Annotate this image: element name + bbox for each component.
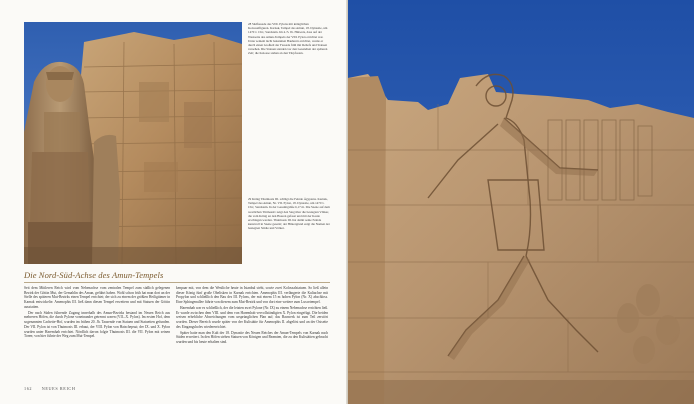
body-column-1 [24, 286, 170, 340]
caption-top-number: 28 [248, 22, 252, 26]
caption-bottom-text: König Thutmosis III. schlägt die Feinde Ägyptens. Karnak, Tempel des Amun, Nr. VII. Pylon, 18. Dynastie, um 1470 v. Chr.; Sandstein. In der Gesamtgröße 6,17 m. Die Szene auf dem westlichen Türmassiv zeigt den Sieg über die besiegten Völker, die vom König an den Haaren gefasst und mit der Keule erschlagen werden. Thutmosis III. hat damit seine Feinde kunstvoll in Szene gesetzt; der Hintergrund zeigt die Namen der besiegten Städte und Völker. [248, 197, 330, 231]
caption-bottom-number: 29 [248, 197, 252, 201]
relief-pharaoh-smiting-photo [348, 0, 694, 404]
heading-rule [24, 282, 330, 283]
pylon-statues-photo [24, 22, 242, 264]
paragraph: Seit dem Mittleren Reich wird vom Nebenachse vom zentralen Tempel zum südlich gelegenen Bezirk der Göttin Mut, der Gemahlin des Amun, geführt haben. Wohl schon früh hat man dort an der Stelle des späteren Mut-Bezirks einen Tempel errichtet; der sich zu einem der größten Heiligtümer in Karnak entwickelte. Amenophis III. ließ dann diesen Tempel erweitern und mit Statuen der Göttin ausstatten. [24, 286, 170, 309]
body-column-2 [176, 286, 328, 346]
paragraph: Haremhab war es schließlich, der die letzten zwei Pylone (Nr. IX) zu einem Nebenachse errichten ließ. Er wurde zwischen dem VIII. und dem von Haremhab vervollständigten X. Pylon eingefügt. Die beiden weisen erhebliche Abweichungen vom ursprünglichen Plan auf; das Bauwerk ist zum Teil zerstört worden. Dieser Bereich wurde später von der Kultstätte für Amenophis II. abgelöst und an der Ostseite des Eingangshofes wiedererrichtet. [176, 306, 328, 329]
caption-top [248, 22, 330, 57]
running-head: NEUES REICH [41, 386, 76, 391]
paragraph: Der nach Süden führende Zugang innerhalb des Amun-Bezirks bestand im Neuen Reich aus mehreren Höfen, die durch Pylone voneinander getrennt waren (VII.–X. Pylon). Im ersten Hof, dem sogenannten Cachette-Hof, wurden im frühen 20. Jh. Tausende von Statuen und Statuetten gefunden. Der VII. Pylon ist von Thutmosis III. erbaut, der VIII. Pylon von Hatschepsut; der IX. und X. Pylon wurden unter Haremhab errichtet. Nördlich davon folgte Thutmosis III. die VII. Pylon mit seinen Toren; von hier führte der Weg zum Mut-Tempel. [24, 310, 170, 339]
right-page [348, 0, 694, 404]
paragraph: kenpaar mit, von dem die Westliche heute in Istanbul steht, sowie zwei Kolossalstatuen. So ließ allein dieser König fünf große Obelisken in Karnak errichten. Amenophis III. verlängerte die Kultachse mit Propylon und schließlich den Bau des III. Pylons, der mit einem 15 m hohen Pylon (Nr. X) abschloss. Eine Sphingenallee führte von diesem zum Mut-Bezirk und von dort eine weitere zum Luxortempel. [176, 286, 328, 305]
section-heading: Die Nord-Süd-Achse des Amun-Tempels [24, 270, 164, 280]
caption-top-text: Südfassade des VIII. Pylons mit königlichen Kolossalfiguren. Karnak, Tempel des Amun, 18. Dynastie, um 1470 v. Chr.; Sandstein. Im 4./5. Jh. Hinweis, dass auf der Westseite des Amun-Tempels der VIII. Pylon errichtet war. Unter seinem nicht bekannten Bauherrn errichtet, wurde er durch einen Großteil der Fassade früh mit Reliefs und Statuen versehen. Die Statuen standen vor den Gesandten der späteren Zeit; die Kolosse stehen an den Türpfosten. [248, 22, 328, 56]
page-number: 162 [24, 386, 33, 391]
caption-bottom [248, 197, 330, 232]
paragraph: Später hatte man den Kult der 18. Dynastie des Neuen Reiches der Amun-Tempels von Karnak nach Süden erweitert. In den Höfen stehen Statuen von Königen und Beamten, die zu den Kultstätten gebracht wurden und bis heute erhalten sind. [176, 330, 328, 345]
page-footer [24, 386, 75, 391]
